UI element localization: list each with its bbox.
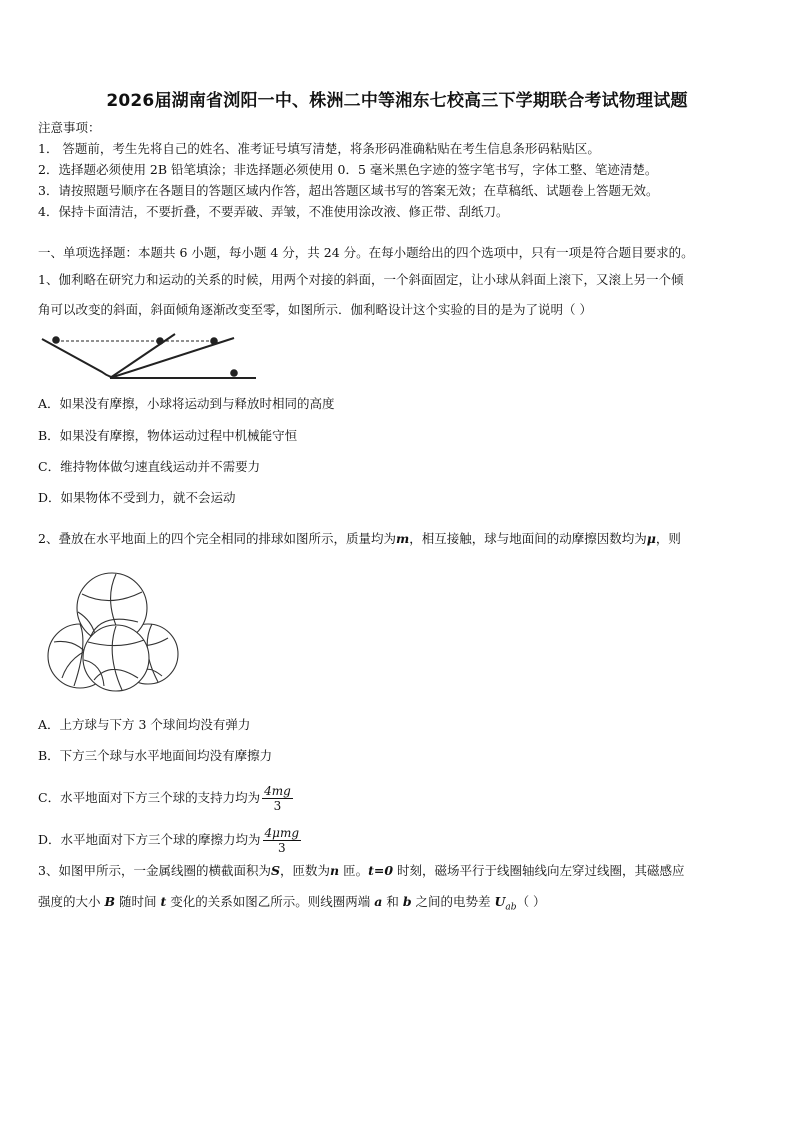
question-2-option-a: A．上方球与下方 3 个球间均没有弹力: [38, 717, 251, 732]
question-1-option-d: D．如果物体不受到力，就不会运动: [38, 490, 236, 505]
volleyball-front: [83, 625, 149, 691]
question-2-option-c: C．水平地面对下方三个球的支持力均为 $\frac{4mg}{3}$: [38, 784, 291, 813]
question-3-line-1: 3、如图甲所示，一金属线圈的横截面积为S，匝数为n 匝。t=0 时刻，磁场平行于线圈轴线向左穿过线圈，其磁感应: [38, 863, 685, 878]
question-1-option-b: B．如果没有摩擦，物体运动过程中机械能守恒: [38, 428, 298, 443]
question-3-line-2: 强度的大小 B 随时间 t 变化的关系如图乙所示。则线圈两端 a 和 b 之间的电势差 $U_{ab}$（ ）: [38, 894, 546, 913]
page-title: 2026届湖南省浏阳一中、株洲二中等湘东七校高三下学期联合考试物理试题: [106, 91, 688, 111]
question-2-option-b: B．下方三个球与水平地面间均没有摩擦力: [38, 748, 273, 763]
notice-item-3: 3．请按照题号顺序在各题目的答题区域内作答，超出答题区域书写的答案无效；在草稿纸、试题卷上答题无效。: [38, 183, 659, 198]
question-1-option-c: C．维持物体做匀速直线运动并不需要力: [38, 459, 261, 474]
fraction-4mg-over-3: $\frac{4mg}{3}$: [264, 784, 291, 813]
ball-start: [52, 336, 60, 344]
question-1-option-a: A．如果没有摩擦，小球将运动到与释放时相同的高度: [38, 396, 335, 411]
question-2-line-1: 2、叠放在水平地面上的四个完全相同的排球如图所示，质量均为m，相互接触，球与地面间的动摩擦因数均为μ，则: [38, 531, 681, 546]
notice-item-2: 2．选择题必须使用 2B 铅笔填涂；非选择题必须使用 0．5 毫米黑色字迹的签字笔书写，字体工整、笔迹清楚。: [38, 162, 658, 177]
volleyball-stack-figure: [44, 568, 179, 693]
galileo-incline-figure: [38, 330, 263, 385]
ball-steep: [156, 337, 164, 345]
notice-item-4: 4．保持卡面清洁，不要折叠，不要弄破、弄皱，不准使用涂改液、修正带、刮纸刀。: [38, 204, 509, 219]
notice-item-1: 1． 答题前，考生先将自己的姓名、准考证号填写清楚，将条形码准确粘贴在考生信息条形码粘贴区。: [38, 141, 600, 156]
fraction-4umg-over-3: $\frac{\text{4μmg}}{3}$: [264, 826, 300, 855]
question-1-line-1: 1、伽利略在研究力和运动的关系的时候，用两个对接的斜面，一个斜面固定，让小球从斜面上滚下，又滚上另一个倾: [38, 272, 684, 287]
ball-medium: [210, 337, 218, 345]
notice-heading: 注意事项：: [38, 120, 101, 135]
ball-flat: [230, 369, 238, 377]
question-2-option-d: D．水平地面对下方三个球的摩擦力均为 $\frac{\text{4μmg}}{3}$: [38, 826, 300, 855]
question-1-line-2: 角可以改变的斜面，斜面倾角逐渐改变至零，如图所示．伽利略设计这个实验的目的是为了说明（ ）: [38, 302, 592, 317]
fixed-incline: [42, 339, 118, 378]
section-heading: 一、单项选择题：本题共 6 小题，每小题 4 分，共 24 分。在每小题给出的四个选项中，只有一项是符合题目要求的。: [38, 245, 694, 260]
